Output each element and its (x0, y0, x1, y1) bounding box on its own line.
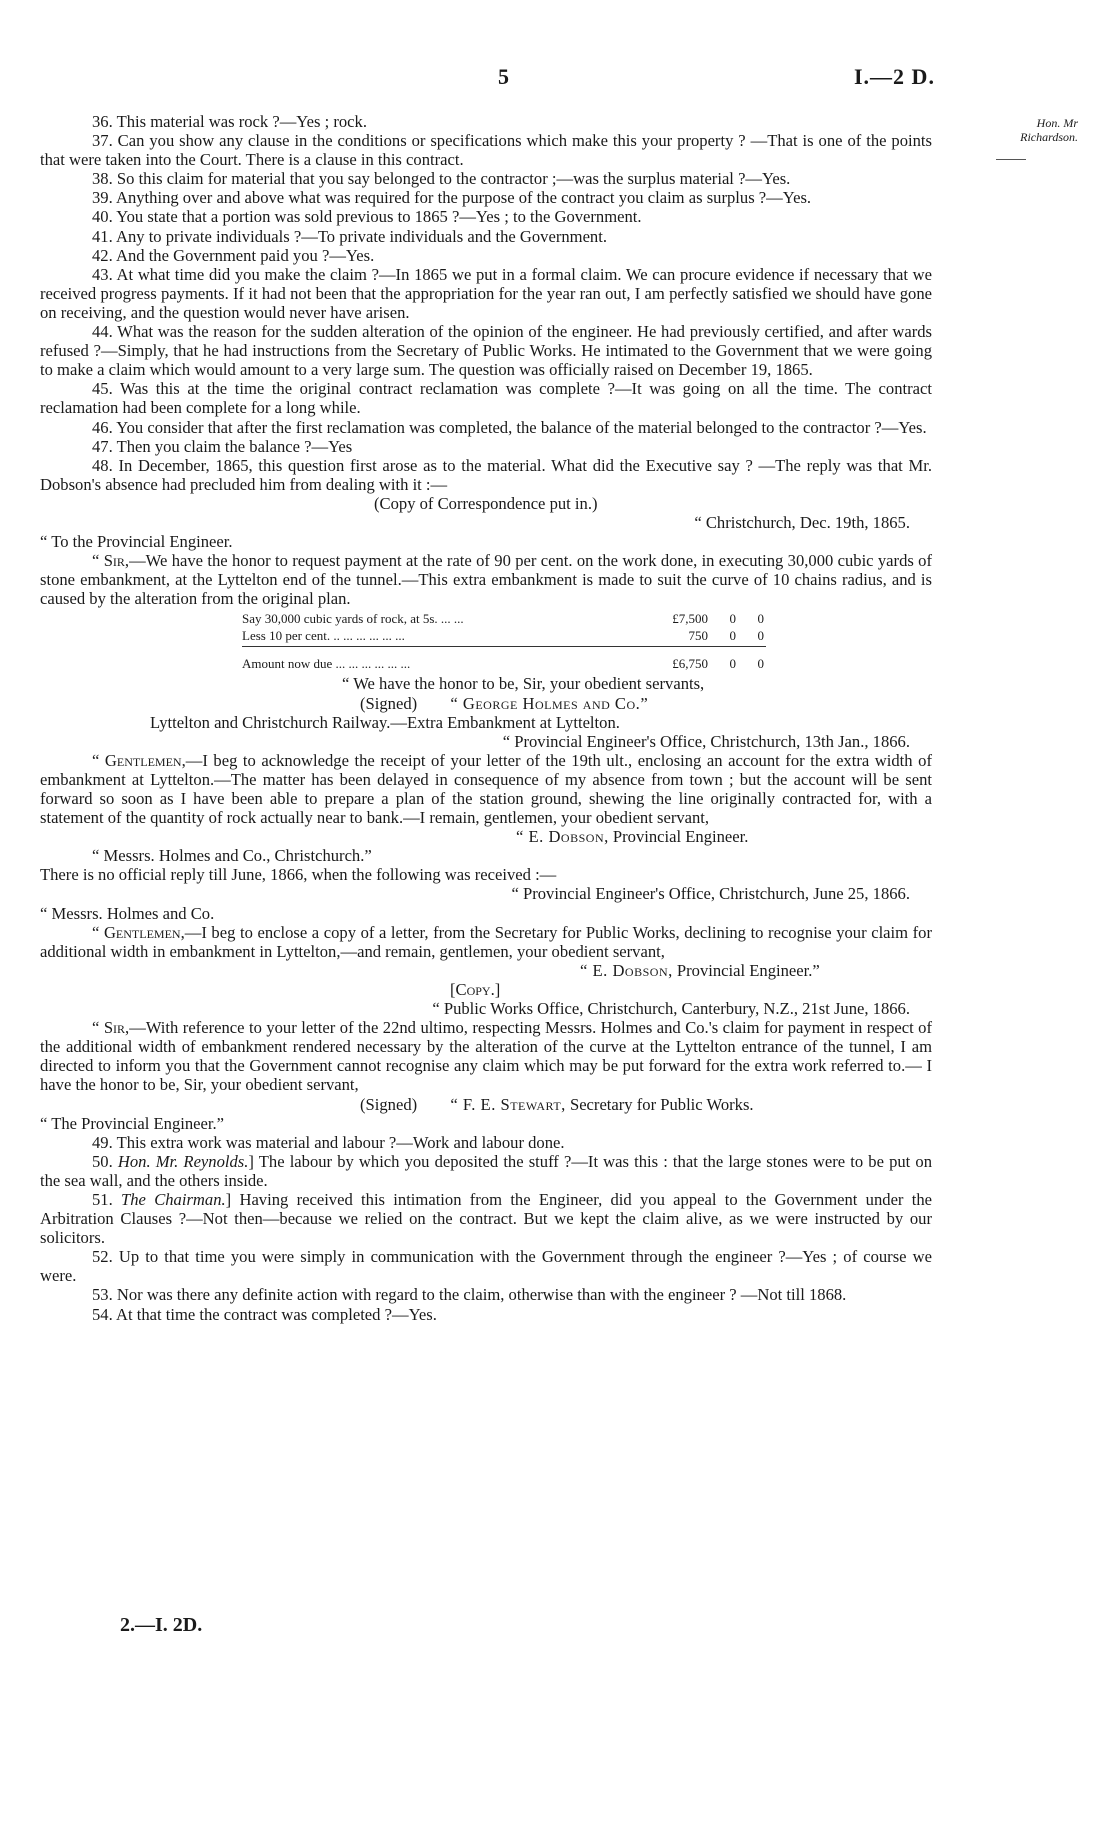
letter4-dateline: “ Public Works Office, Christchurch, Canterbury, N.Z., 21st June, 1866. (432, 999, 910, 1019)
question-39: 39. Anything over and above what was required for the purpose of the contract you claim as surplus ?—Yes. (92, 188, 812, 208)
letter3-body: “ Gentlemen,—I beg to enclose a copy of a letter, from the Secretary for Public Works, declining to recognise your claim for additional width in embankment in Lyttelton,—and remain, gentlemen, your obedient servant, (40, 922, 932, 961)
question-52: 52. Up to that time you were simply in communication with the Government through the engineer ?—Yes ; of course we were. (40, 1247, 932, 1286)
account-row: Say 30,000 cubic yards of rock, at 5s. ... ... £7,500 0 0 (242, 611, 764, 627)
interlude-text: There is no official reply till June, 1866, when the following was received :— (40, 865, 557, 885)
question-48: 48. In December, 1865, this question first arose as to the material. What did the Executive say ? —The reply was that Mr. Dobson's absence had precluded him from dealing with it :— (40, 455, 932, 494)
account-rule (242, 646, 766, 647)
letter4-signature-line: (Signed) “ F. E. Stewart, Secretary for Public Works. (360, 1094, 754, 1114)
letter2-signature: “ E. Dobson, Provincial Engineer. (516, 827, 749, 847)
letter3-dateline: “ Provincial Engineer's Office, Christchurch, June 25, 1866. (511, 884, 910, 904)
letter1-signature-line: (Signed) “ George Holmes and Co.” (360, 693, 649, 713)
letter3-signature: “ E. Dobson, Provincial Engineer.” (580, 960, 820, 980)
paper-reference: I.—2 D. (854, 64, 935, 89)
question-42: 42. And the Government paid you ?—Yes. (92, 245, 375, 265)
account-table (242, 610, 932, 672)
copy-mark: [Copy.] (450, 979, 501, 999)
question-44: 44. What was the reason for the sudden alteration of the opinion of the engineer. He had previously certified, and after wards refused ?—Simply, that he had instructions from the Secretary of Public Works. He intimated to the Government that we were going to make a claim which would amount to a very large sum. The question was officially raised on December 19, 1865. (40, 322, 932, 380)
question-54: 54. At that time the contract was completed ?—Yes. (92, 1304, 437, 1324)
letter1-closing: “ We have the honor to be, Sir, your obedient servants, (342, 674, 705, 694)
margin-note: Hon. Mr Richardson. (1020, 116, 1078, 144)
section-heading: Lyttelton and Christchurch Railway.—Extra Embankment at Lyttelton. (150, 712, 620, 732)
question-53: 53. Nor was there any definite action with regard to the claim, otherwise than with the engineer ? —Not till 1868. (92, 1285, 847, 1305)
question-36: 36. This material was rock ?—Yes ; rock. (92, 112, 367, 131)
question-38: 38. So this claim for material that you say belonged to the contractor ;—was the surplus material ?—Yes. (92, 169, 791, 189)
signature-mark: 2.—I. 2D. (120, 1614, 203, 1636)
letter2-addressee: “ Messrs. Holmes and Co., Christchurch.” (92, 846, 372, 866)
main-text (40, 112, 932, 1324)
question-46: 46. You consider that after the first reclamation was completed, the balance of the material belonged to the contractor ?—Yes. (92, 417, 927, 437)
question-40: 40. You state that a portion was sold previous to 1865 ?—Yes ; to the Government. (92, 207, 642, 227)
letter3-addressee: “ Messrs. Holmes and Co. (40, 903, 215, 923)
letter4-addressee: “ The Provincial Engineer.” (40, 1113, 225, 1133)
page-number: 5 (498, 64, 509, 89)
question-50: 50. Hon. Mr. Reynolds.] The labour by which you deposited the stuff ?—It was this : that the large stones were to be put on the sea wall, and the others inside. (40, 1151, 933, 1190)
question-45: 45. Was this at the time the original contract reclamation was complete ?—It was going on all the time. The contract reclamation had been complete for a long while. (40, 379, 932, 418)
letter2-dateline: “ Provincial Engineer's Office, Christchurch, 13th Jan., 1866. (502, 731, 910, 751)
margin-divider (996, 159, 1026, 160)
letter1-body: “ Sir,—We have the honor to request payment at the rate of 90 per cent. on the work done, in executing 30,000 cubic yards of stone embankment, at the Lyttelton end of the tunnel.—This extra embankment is made to suit the curve of 10 chains radius, and is caused by the alteration from the original plan. (40, 551, 932, 609)
question-41: 41. Any to private individuals ?—To private individuals and the Government. (92, 226, 607, 246)
account-total-row: Amount now due ... ... ... ... ... ... £6,750 0 0 (242, 656, 764, 672)
question-51: 51. The Chairman.] Having received this intimation from the Engineer, did you appeal to the Government under the Arbitration Clauses ?—Not then—because we relied on the contract. But we kept the claim alive, as we were instructed by our solicitors. (40, 1189, 933, 1248)
letter1-addressee: “ To the Provincial Engineer. (40, 532, 233, 552)
letter4-body: “ Sir,—With reference to your letter of the 22nd ultimo, respecting Messrs. Holmes and Co.'s claim for payment in respect of the additional width of embankment rendered necessary by the alteration of the curve at the Lyttelton entrance of the tunnel, I am directed to inform you that the Government cannot recognise any claim which may be put forward for the extra work referred to.— I have the honor to be, Sir, your obedient servant, (40, 1018, 933, 1095)
letter2-body: “ Gentlemen,—I beg to acknowledge the receipt of your letter of the 19th ult., enclosing an account for the extra width of embankment at Lyttelton.—The matter has been delayed in consequence of my absence from town ; but the account will be sent forward so soon as I have been able to prepare a plan of the station ground, shewing the line originally contracted for, with a statement of the quantity of rock actually near to bank.—I remain, gentlemen, your obedient servant, (40, 750, 932, 828)
question-37: 37. Can you show any clause in the conditions or specifications which make this your property ? —That is one of the points that were taken into the Court. There is a clause in this contract. (40, 131, 932, 170)
letter1-dateline: “ Christchurch, Dec. 19th, 1865. (694, 512, 910, 532)
correspondence-note: (Copy of Correspondence put in.) (374, 493, 598, 513)
question-43: 43. At what time did you make the claim ?—In 1865 we put in a formal claim. We can procure evidence if necessary that we received progress payments. If it had not been that the appropriation for the year ran out, I am perfectly satisfied we should have gone on receiving, and the question would never have arisen. (40, 264, 932, 322)
question-49: 49. This extra work was material and labour ?—Work and labour done. (92, 1132, 565, 1152)
account-row: Less 10 per cent. .. ... ... ... ... ... 750 0 0 (242, 628, 764, 644)
question-47: 47. Then you claim the balance ?—Yes (92, 436, 353, 456)
